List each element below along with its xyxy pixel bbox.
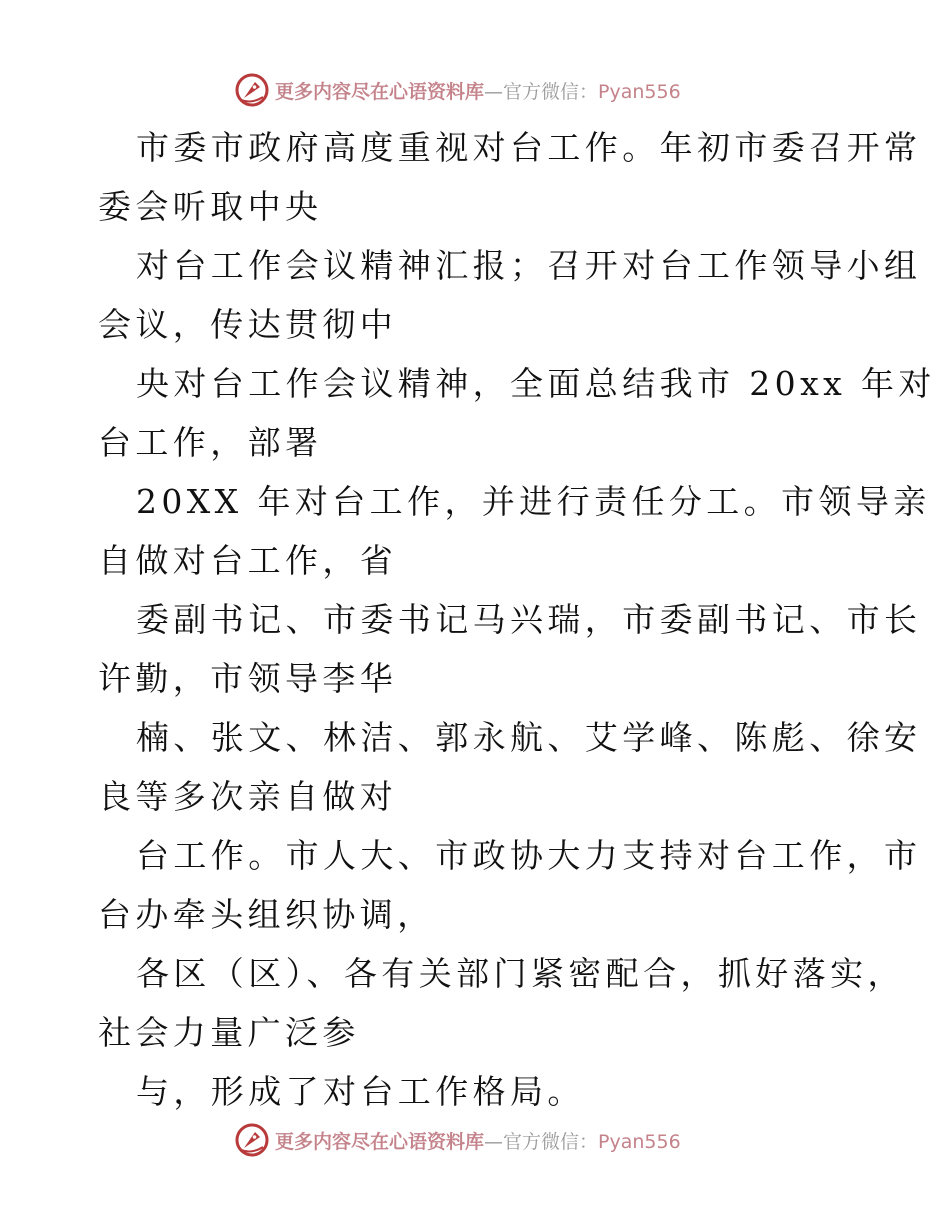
paragraph-line: 良等多次亲自做对	[98, 777, 398, 816]
paragraph-line: 台工作，部署	[98, 423, 323, 462]
watermark-main-text: 更多内容尽在心语资料库	[275, 80, 485, 103]
paragraph-line: 台工作。市人大、市政协大力支持对台工作，市	[136, 836, 922, 875]
paragraph-line: 自做对台工作，省	[98, 541, 398, 580]
watermark-label: 官方微信：	[503, 80, 599, 103]
paragraph-line: 社会力量广泛参	[98, 1013, 360, 1052]
paragraph-line: 20XX 年对台工作，并进行责任分工。市领导亲	[136, 482, 931, 521]
watermark-banner-bottom	[235, 1120, 715, 1160]
pen-nib-icon	[235, 73, 269, 107]
paragraph-line: 许勤，市领导李华	[98, 659, 398, 698]
paragraph-line: 与，形成了对台工作格局。	[136, 1072, 585, 1111]
watermark-main-text: 更多内容尽在心语资料库	[275, 1130, 485, 1153]
watermark-banner-top	[235, 70, 715, 110]
paragraph-line: 各区（区）、各有关部门紧密配合，抓好落实，	[136, 954, 905, 993]
pen-nib-icon	[235, 1123, 269, 1157]
paragraph-line: 委会听取中央	[98, 187, 323, 226]
paragraph-line: 台办牵头组织协调，	[98, 895, 435, 934]
watermark-text	[275, 77, 681, 104]
watermark-dash: —	[484, 80, 504, 103]
paragraph-line: 对台工作会议精神汇报；召开对台工作领导小组	[136, 246, 922, 285]
watermark-dash: —	[484, 1130, 504, 1153]
paragraph-line: 楠、张文、林洁、郭永航、艾学峰、陈彪、徐安	[136, 718, 922, 757]
paragraph-line: 市委市政府高度重视对台工作。年初市委召开常	[136, 128, 922, 167]
document-body	[98, 118, 936, 1121]
watermark-text	[275, 1127, 681, 1154]
paragraph-line: 会议，传达贯彻中	[98, 305, 398, 344]
watermark-label: 官方微信：	[503, 1130, 599, 1153]
watermark-wechat-id: Pyan556	[598, 1130, 681, 1153]
paragraph-line: 委副书记、市委书记马兴瑞，市委副书记、市长	[136, 600, 922, 639]
watermark-wechat-id: Pyan556	[598, 80, 681, 103]
paragraph-line: 央对台工作会议精神，全面总结我市 20xx 年对	[136, 364, 936, 403]
